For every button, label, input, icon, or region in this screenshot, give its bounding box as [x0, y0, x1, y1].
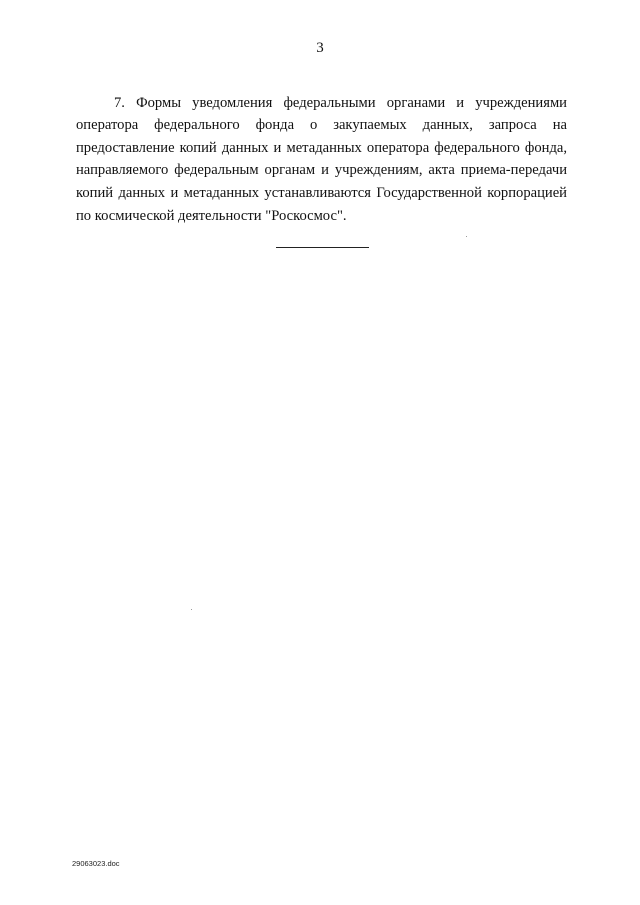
scan-speck: [191, 609, 192, 610]
scan-speck: [466, 236, 467, 237]
paragraph-item-7: 7. Формы уведомления федеральными органами и учреждениями оператора федерального фонда о закупаемых данных, запроса на предоставление копий данных и метаданных оператора федерального фонда, направляемого федеральным органам и учреждениям, акта приема-передачи копий данных и метаданных устанавливаются Государственной корпорацией по космической деятельности "Роскосмос".: [76, 94, 567, 224]
end-of-text-rule: [276, 247, 369, 248]
footer-file-code: 29063023.doc: [72, 859, 120, 868]
page-number: 3: [316, 40, 324, 56]
